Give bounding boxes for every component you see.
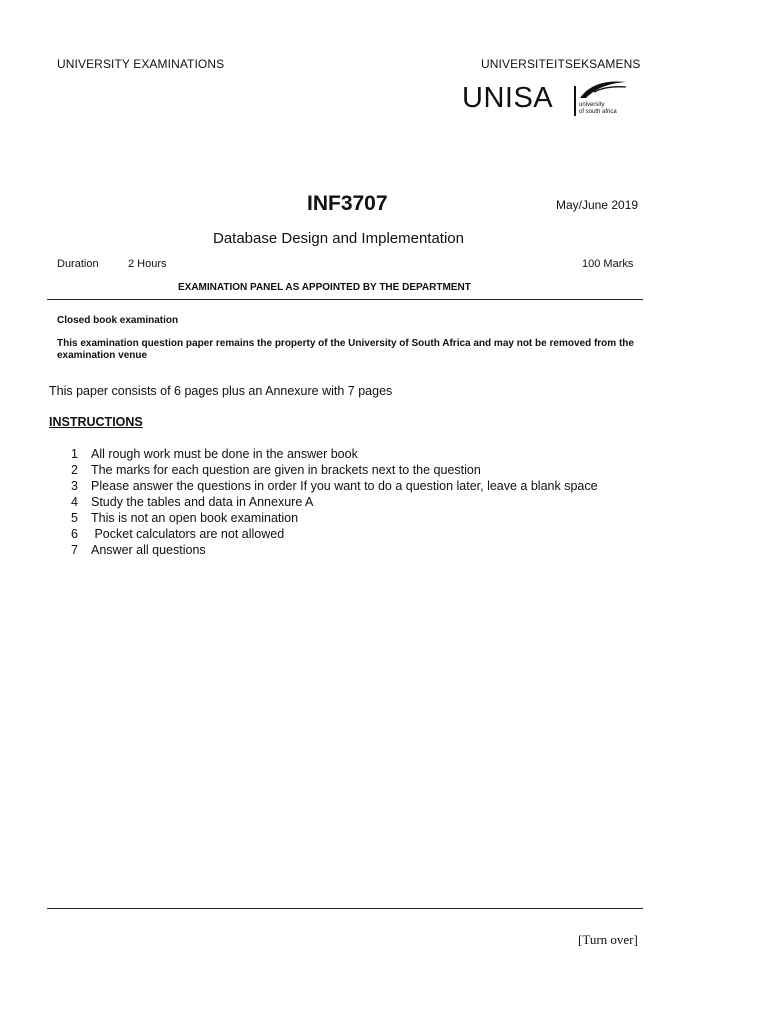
course-title: Database Design and Implementation [213, 230, 464, 247]
header-right-text: UNIVERSITEITSEKSAMENS [481, 57, 641, 71]
instruction-item [71, 462, 598, 478]
total-marks: 100 Marks [582, 258, 634, 270]
header-divider [47, 299, 643, 300]
turn-over-note: [Turn over] [578, 932, 638, 947]
logo-subtitle-line2: of south africa [579, 109, 617, 115]
duration-value: 2 Hours [128, 258, 167, 270]
instruction-text: Answer all questions [91, 543, 206, 557]
instruction-number: 3 [71, 479, 78, 493]
footer-divider [47, 908, 643, 909]
course-code: INF3707 [307, 192, 388, 215]
instruction-text: Study the tables and data in Annexure A [91, 495, 314, 509]
unisa-logo [462, 78, 632, 118]
instructions-heading: INSTRUCTIONS [49, 415, 143, 429]
instruction-number: 7 [71, 543, 78, 557]
instruction-item [71, 494, 598, 510]
instruction-item [71, 478, 598, 494]
instruction-number: 1 [71, 447, 78, 461]
instruction-text: This is not an open book examination [91, 511, 299, 525]
logo-subtitle-line1: university [579, 102, 605, 108]
instruction-number: 4 [71, 495, 78, 509]
instructions-list [71, 446, 598, 558]
instruction-text: Pocket calculators are not allowed [91, 527, 285, 541]
logo-swoosh-icon [576, 78, 628, 100]
logo-wordmark: UNISA [462, 82, 554, 114]
instruction-number: 2 [71, 463, 78, 477]
instruction-item [71, 510, 598, 526]
instruction-number: 6 [71, 527, 78, 541]
instruction-text: The marks for each question are given in brackets next to the question [91, 463, 481, 477]
instruction-item [71, 446, 598, 462]
page-count-note: This paper consists of 6 pages plus an Annexure with 7 pages [49, 384, 393, 398]
header-left-text: UNIVERSITY EXAMINATIONS [57, 57, 225, 71]
instruction-number: 5 [71, 511, 78, 525]
property-note: This examination question paper remains the property of the University of South Africa and may not be removed from the examination venue [57, 338, 634, 361]
instruction-item [71, 526, 598, 542]
closed-book-note: Closed book examination [57, 315, 179, 326]
duration-label: Duration [57, 258, 99, 270]
exam-date: May/June 2019 [556, 198, 639, 212]
examination-panel: EXAMINATION PANEL AS APPOINTED BY THE DEPARTMENT [178, 282, 471, 293]
instruction-text: Please answer the questions in order If you want to do a question later, leave a blank space [91, 479, 598, 493]
instruction-text: All rough work must be done in the answer book [91, 447, 358, 461]
instruction-item [71, 542, 598, 558]
